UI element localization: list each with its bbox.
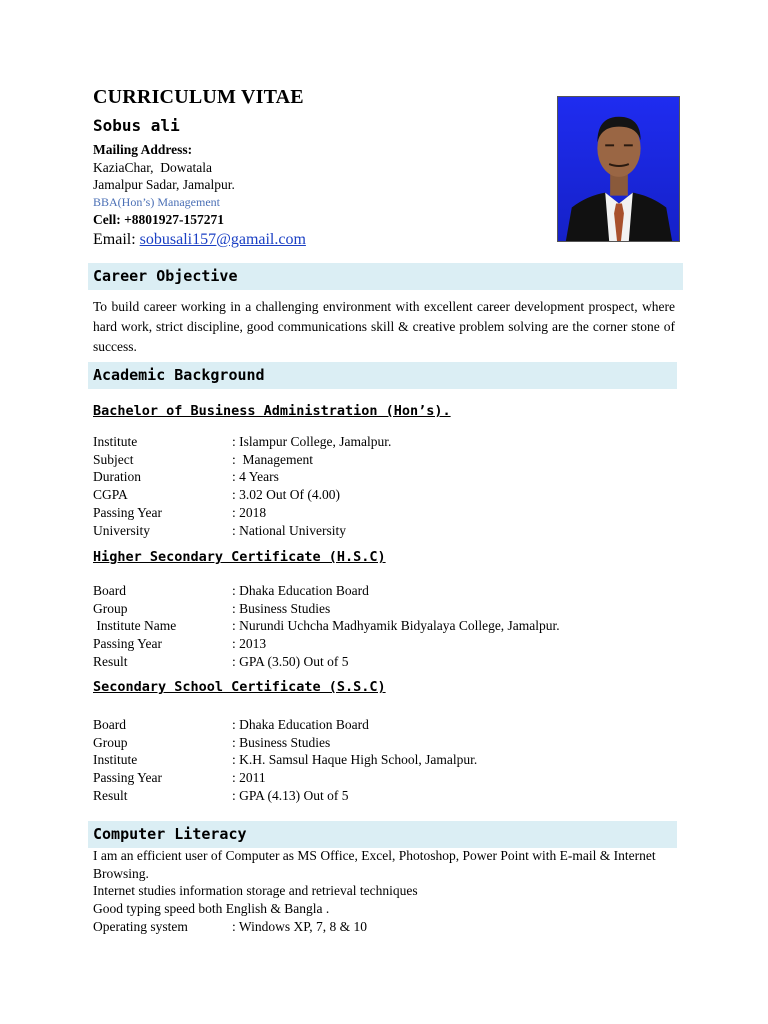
email-label: Email:: [93, 230, 140, 248]
field-value: : Dhaka Education Board: [232, 583, 369, 598]
bba-row: [93, 522, 683, 540]
field-label: Duration: [93, 469, 141, 485]
field-value: : 3.02 Out Of (4.00): [232, 487, 340, 503]
field-value: : Dhaka Education Board: [232, 717, 369, 732]
hsc-row: [93, 600, 683, 618]
mailing-address-label: Mailing Address:: [93, 142, 193, 157]
email-link[interactable]: sobusali157@gamail.com: [139, 230, 306, 248]
bba-row: [93, 504, 683, 522]
field-value: : 2018: [232, 504, 267, 520]
bba-details: [93, 433, 683, 539]
ssc-details: [93, 716, 683, 805]
field-value: : 2011: [232, 770, 266, 786]
field-value: : 2013: [232, 636, 267, 652]
ssc-row: [93, 787, 683, 805]
academic-background-heading: Academic Background: [88, 362, 677, 389]
field-value: : K.H. Samsul Haque High School, Jamalpur.: [232, 752, 478, 768]
ssc-title: Secondary School Certificate (S.S.C): [93, 679, 386, 695]
field-value: : National University: [232, 522, 346, 538]
field-value: : Management: [232, 451, 313, 467]
field-value: : 4 Years: [232, 469, 279, 485]
hsc-details: [93, 582, 683, 671]
field-label: Institute Name: [93, 618, 177, 634]
hsc-row: [93, 617, 683, 635]
computer-literacy-text: [93, 847, 683, 936]
field-label: Operating system: [93, 918, 188, 934]
field-label: Passing Year: [93, 770, 163, 786]
computer-literacy-heading: Computer Literacy: [88, 821, 677, 848]
field-label: Passing Year: [93, 636, 163, 652]
candidate-name: Sobus ali: [93, 116, 180, 135]
bba-row: [93, 486, 683, 504]
document-title: CURRICULUM VITAE: [93, 86, 304, 108]
field-value: : Business Studies: [232, 734, 331, 750]
field-value: : Islampur College, Jamalpur.: [232, 434, 392, 449]
literacy-line-1: I am an efficient user of Computer as MS Office, Excel, Photoshop, Power Point with E-mail & Internet Browsing.: [93, 848, 656, 881]
field-value: : Nurundi Uchcha Madhyamik Bidyalaya College, Jamalpur.: [232, 618, 560, 634]
field-value: : Business Studies: [232, 600, 331, 616]
field-label: Group: [93, 734, 128, 750]
field-label: Result: [93, 787, 128, 803]
literacy-line-2: Internet studies information storage and retrieval techniques: [93, 883, 418, 899]
cell-number: Cell: +8801927-157271: [93, 212, 225, 227]
field-label: Institute: [93, 434, 138, 449]
bba-row: [93, 468, 683, 486]
address-line-1: KaziaChar, Dowatala: [93, 159, 213, 175]
contact-block: [93, 141, 533, 250]
hsc-title: Higher Secondary Certificate (H.S.C): [93, 549, 386, 565]
field-label: Result: [93, 653, 128, 669]
hsc-row: [93, 582, 683, 600]
field-label: University: [93, 522, 150, 538]
career-objective-text: To build career working in a challenging environment with excellent career development prospect, where hard work, strict discipline, good communications skill & creative problem solving are the corner stone of success.: [93, 299, 675, 354]
field-label: Passing Year: [93, 504, 163, 520]
career-objective-heading: Career Objective: [88, 263, 683, 290]
field-value: : Windows XP, 7, 8 & 10: [232, 918, 367, 934]
profile-photo: [557, 96, 680, 242]
literacy-line-3: Good typing speed both English & Bangla .: [93, 901, 330, 917]
ssc-row: [93, 769, 683, 787]
field-value: : GPA (3.50) Out of 5: [232, 653, 349, 669]
email-line: [93, 229, 533, 250]
degree-line: BBA(Hon’s) Management: [93, 194, 220, 209]
ssc-row: [93, 716, 683, 734]
field-value: : GPA (4.13) Out of 5: [232, 787, 349, 803]
ssc-row: [93, 751, 683, 769]
field-label: Subject: [93, 451, 134, 467]
bba-title: Bachelor of Business Administration (Hon’s).: [93, 403, 451, 419]
field-label: CGPA: [93, 487, 128, 503]
hsc-row: [93, 635, 683, 653]
field-label: Institute: [93, 752, 138, 768]
field-label: Board: [93, 717, 126, 732]
bba-row: [93, 451, 683, 469]
address-line-2: Jamalpur Sadar, Jamalpur.: [93, 177, 235, 192]
field-label: Group: [93, 600, 128, 616]
bba-row: [93, 433, 683, 451]
hsc-row: [93, 653, 683, 671]
operating-system-row: [93, 918, 683, 936]
field-label: Board: [93, 583, 126, 598]
ssc-row: [93, 734, 683, 752]
